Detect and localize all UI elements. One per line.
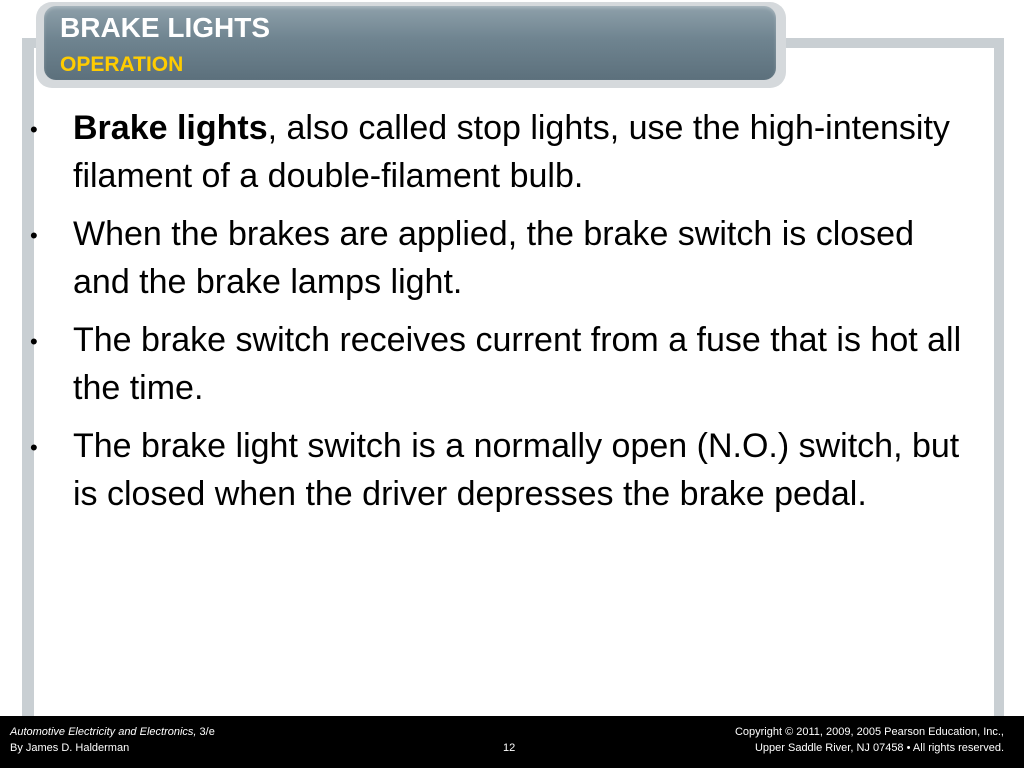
- bullet-item: [30, 210, 980, 306]
- frame-right-border: [994, 38, 1004, 716]
- bullet-text: The brake switch receives current from a fuse that is hot all the time.: [73, 321, 962, 407]
- slide-content: [30, 104, 980, 528]
- footer-author: By James D. Halderman: [10, 742, 130, 754]
- bullet-text: , also called stop lights, use the high-intensity filament of a double-filament bulb.: [73, 109, 950, 195]
- slide-title: BRAKE LIGHTS: [60, 12, 270, 43]
- bullet-icon: •: [30, 223, 38, 248]
- bullet-text: The brake light switch is a normally open (N.O.) switch, but is closed when the driver depresses the brake pedal.: [73, 427, 960, 513]
- page-number: 12: [503, 742, 516, 754]
- footer-book-title: Automotive Electricity and Electronics,: [10, 726, 197, 738]
- footer-copyright: Copyright © 2011, 2009, 2005 Pearson Education, Inc.,: [734, 726, 1004, 738]
- footer-edition: 3/e: [196, 726, 215, 738]
- bullet-icon: •: [30, 117, 38, 142]
- bullet-item: [30, 422, 980, 518]
- bullet-item: [30, 316, 980, 412]
- bullet-icon: •: [30, 435, 38, 460]
- footer-book-info: [10, 726, 215, 738]
- bullet-item: [30, 104, 980, 200]
- footer-address: Upper Saddle River, NJ 07458 • All rights reserved.: [754, 742, 1004, 754]
- slide-subtitle: OPERATION: [60, 53, 184, 76]
- bullet-bold-term: Brake lights: [73, 109, 268, 147]
- slide-footer: [0, 716, 1024, 768]
- bullet-text: When the brakes are applied, the brake switch is closed and the brake lamps light.: [73, 215, 915, 301]
- bullet-list: [30, 104, 980, 518]
- bullet-icon: •: [30, 329, 38, 354]
